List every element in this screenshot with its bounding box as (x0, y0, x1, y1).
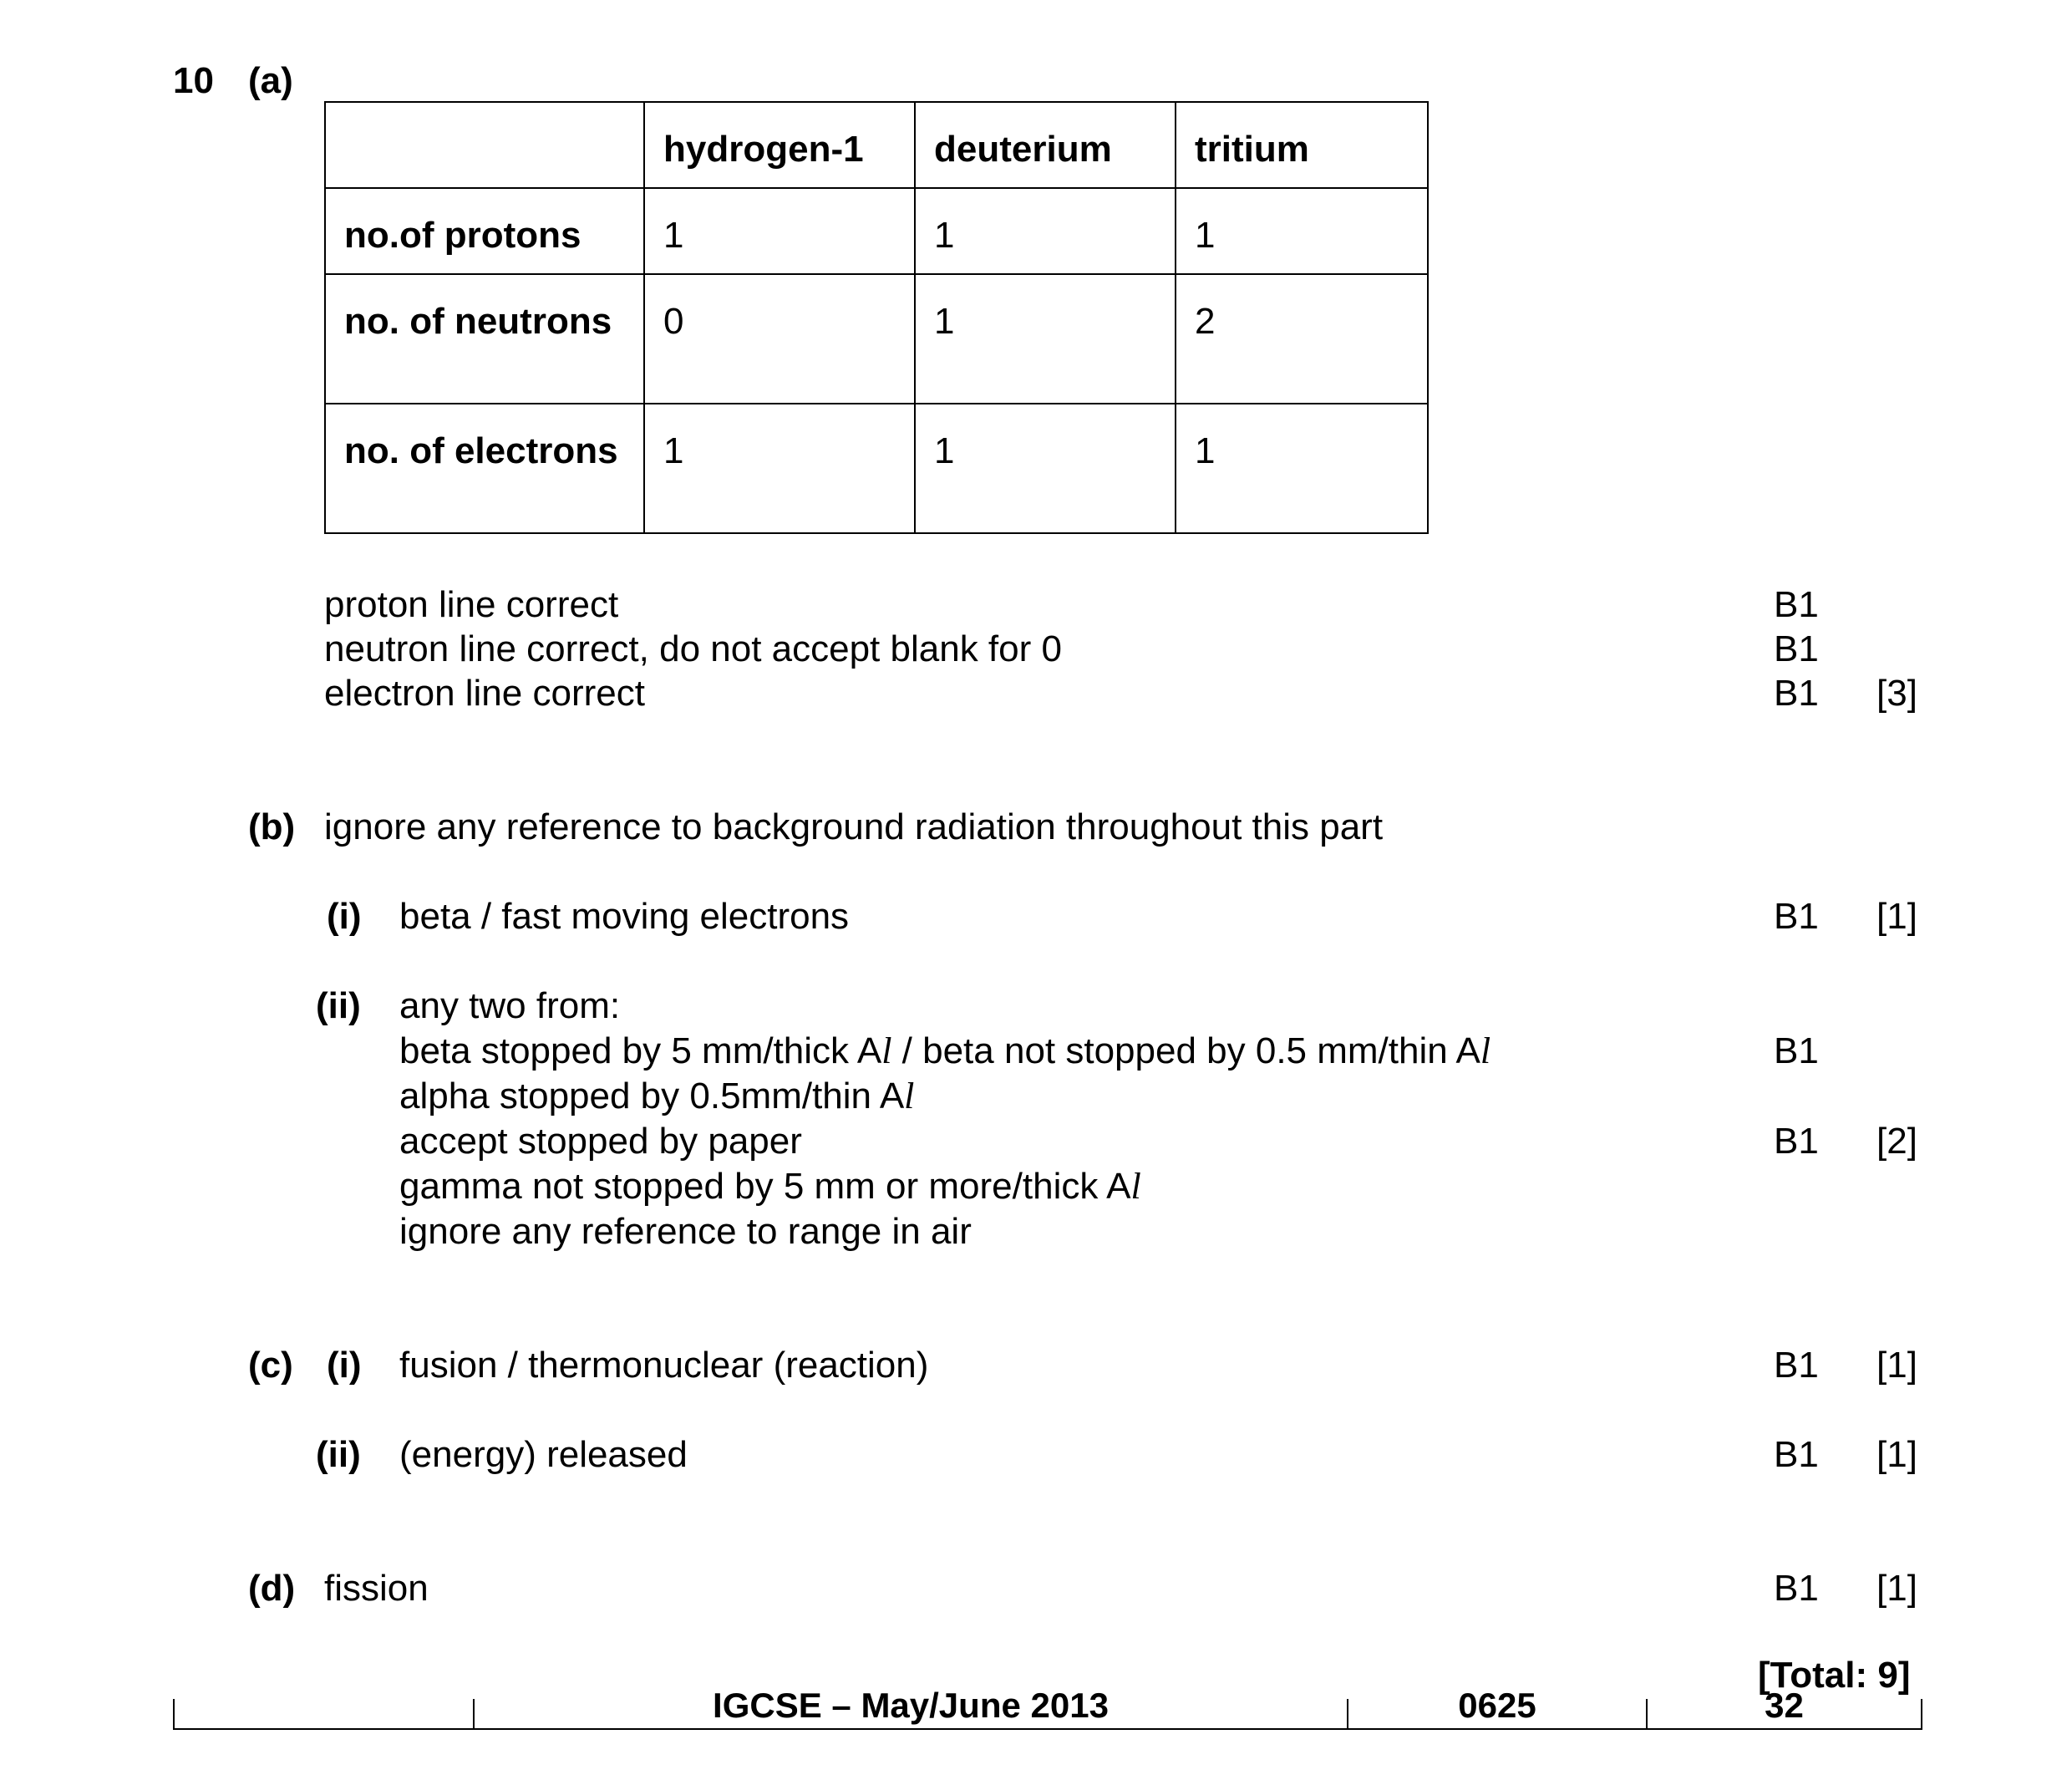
mark-code: B1 (1774, 1568, 1819, 1609)
mark-code: B1 (1774, 1434, 1819, 1475)
part-d-text: fission (324, 1568, 429, 1609)
part-b-ii-intro: any two from: (399, 985, 621, 1026)
footer-syllabus: 0625 (1458, 1686, 1536, 1725)
footer-divider (1921, 1699, 1922, 1730)
table-cell: 2 (1176, 274, 1428, 404)
part-b-ii-line (399, 1168, 1141, 1205)
part-c-ii-text: (energy) released (399, 1434, 688, 1475)
part-b-ii-line: accept stopped by paper (399, 1121, 802, 1162)
line-text: alpha stopped by 0.5mm/thin A (399, 1076, 905, 1116)
mark-total: [3] (1876, 673, 1917, 714)
part-b-i-label: (i) (327, 896, 362, 937)
table-cell: 1 (1176, 404, 1428, 533)
table-header-cell: tritium (1176, 102, 1428, 188)
aluminium-symbol-l: l (1130, 1166, 1141, 1207)
isotope-table (324, 101, 1429, 534)
table-row (325, 188, 1428, 274)
line-text: gamma not stopped by 5 mm or more/thick A (399, 1166, 1131, 1207)
mark-code: B1 (1774, 1121, 1819, 1162)
mark-total: [1] (1876, 896, 1917, 937)
table-cell: 1 (1176, 188, 1428, 274)
table-row (325, 274, 1428, 404)
mark-line-text: electron line correct (324, 673, 645, 714)
table-row (325, 404, 1428, 533)
mark-total: [2] (1876, 1121, 1917, 1162)
table-header-cell: hydrogen-1 (644, 102, 915, 188)
mark-total: [1] (1876, 1345, 1917, 1386)
mark-code: B1 (1774, 1345, 1819, 1386)
part-c-ii-label: (ii) (316, 1434, 361, 1475)
aluminium-symbol-l: l (1480, 1030, 1491, 1071)
table-cell: 1 (915, 404, 1176, 533)
part-c-label: (c) (248, 1345, 293, 1386)
aluminium-symbol-l: l (881, 1030, 892, 1071)
mark-total: [1] (1876, 1568, 1917, 1609)
mark-code: B1 (1774, 896, 1819, 937)
mark-total: [1] (1876, 1434, 1917, 1475)
row-label: no.of protons (325, 188, 644, 274)
table-cell: 1 (644, 188, 915, 274)
part-b-label: (b) (248, 806, 296, 847)
mark-code: B1 (1774, 1030, 1819, 1071)
part-b-note: ignore any reference to background radiation throughout this part (324, 806, 1384, 847)
part-b-ii-line: ignore any reference to range in air (399, 1211, 972, 1252)
grand-total: [Total: 9] (1758, 1655, 1911, 1696)
table-header-cell: deuterium (915, 102, 1176, 188)
mark-code: B1 (1774, 628, 1819, 669)
part-b-ii-line (399, 1030, 1491, 1071)
part-c-i-text: fusion / thermonuclear (reaction) (399, 1345, 929, 1386)
row-label: no. of neutrons (325, 274, 644, 404)
part-b-ii-line (399, 1078, 914, 1115)
table-cell: 0 (644, 274, 915, 404)
table-header-cell (325, 102, 644, 188)
footer-exam: IGCSE – May/June 2013 (713, 1686, 1109, 1725)
line-text: / beta not stopped by 0.5 mm/thin A (891, 1030, 1480, 1071)
footer-rule (173, 1728, 1922, 1730)
mark-line-text: neutron line correct, do not accept blank for 0 (324, 628, 1062, 669)
line-text: beta stopped by 5 mm/thick A (399, 1030, 882, 1071)
row-label: no. of electrons (325, 404, 644, 533)
table-cell: 1 (915, 274, 1176, 404)
part-b-ii-label: (ii) (316, 985, 361, 1026)
mark-code: B1 (1774, 584, 1819, 625)
part-a-label: (a) (248, 60, 293, 101)
part-d-label: (d) (248, 1568, 296, 1609)
part-b-i-text: beta / fast moving electrons (399, 896, 850, 937)
mark-line-text: proton line correct (324, 584, 619, 625)
footer-paper: 32 (1765, 1686, 1804, 1725)
table-cell: 1 (915, 188, 1176, 274)
mark-code: B1 (1774, 673, 1819, 714)
aluminium-symbol-l: l (904, 1076, 915, 1116)
question-number: 10 (173, 60, 214, 101)
table-header-row (325, 102, 1428, 188)
footer-divider (173, 1699, 175, 1730)
table-cell: 1 (644, 404, 915, 533)
part-c-i-label: (i) (327, 1345, 362, 1386)
